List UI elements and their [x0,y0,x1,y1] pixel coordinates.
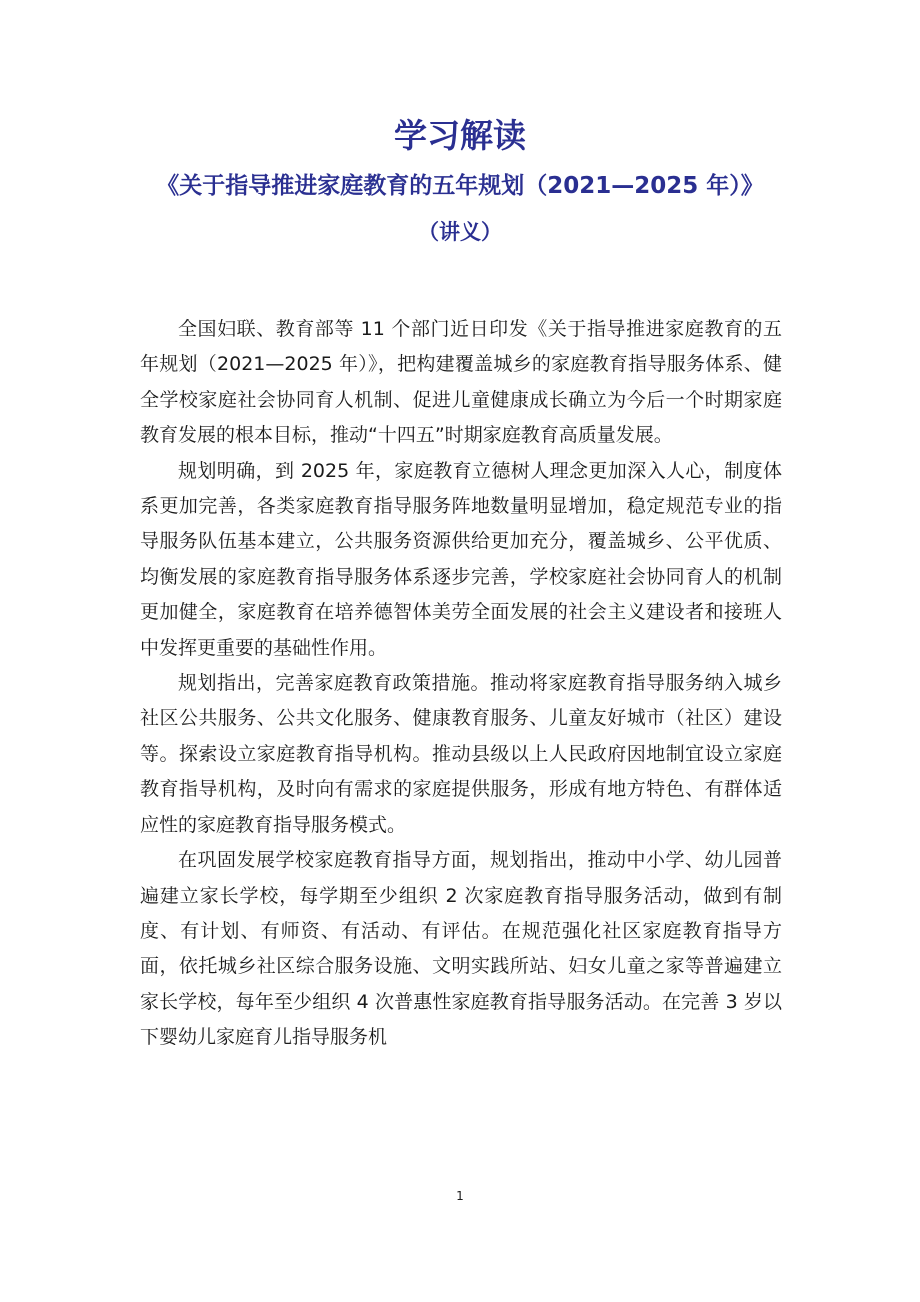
document-body [140,312,782,1056]
document-title: 学习解读 [394,116,526,155]
paragraph-2: 规划明确，到 2025 年，家庭教育立德树人理念更加深入人心，制度体系更加完善，各类家庭教育指导服务阵地数量明显增加，稳定规范专业的指导服务队伍基本建立，公共服务资源供给更加充分，覆盖城乡、公平优质、均衡发展的家庭教育指导服务体系逐步完善，学校家庭社会协同育人的机制更加健全，家庭教育在培养德智体美劳全面发展的社会主义建设者和接班人中发挥更重要的基础性作用。 [140,459,782,659]
document-subtitle: 《关于指导推进家庭教育的五年规划（2021—2025 年）》 [156,173,764,199]
paragraph-1: 全国妇联、教育部等 11 个部门近日印发《关于指导推进家庭教育的五年规划（2021—2025 年）》，把构建覆盖城乡的家庭教育指导服务体系、健全学校家庭社会协同育人机制、促进儿童健康成长确立为今后一个时期家庭教育发展的根本目标，推动“十四五”时期家庭教育高质量发展。 [140,318,782,447]
paragraph-3: 规划指出，完善家庭教育政策措施。推动将家庭教育指导服务纳入城乡社区公共服务、公共文化服务、健康教育服务、儿童友好城市（社区）建设等。探索设立家庭教育指导机构。推动县级以上人民政府因地制宜设立家庭教育指导机构，及时向有需求的家庭提供服务，形成有地方特色、有群体适应性的家庭教育指导服务模式。 [140,672,782,836]
document-note: （讲义） [418,220,502,244]
page-number: 1 [456,1189,464,1203]
paragraph-4: 在巩固发展学校家庭教育指导方面，规划指出，推动中小学、幼儿园普遍建立家长学校，每学期至少组织 2 次家庭教育指导服务活动，做到有制度、有计划、有师资、有活动、有评估。在规范强化社区家庭教育指导方面，依托城乡社区综合服务设施、文明实践所站、妇女儿童之家等普遍建立家长学校，每年至少组织 4 次普惠性家庭教育指导服务活动。在完善 3 岁以下婴幼儿家庭育儿指导服务机 [140,849,782,1049]
